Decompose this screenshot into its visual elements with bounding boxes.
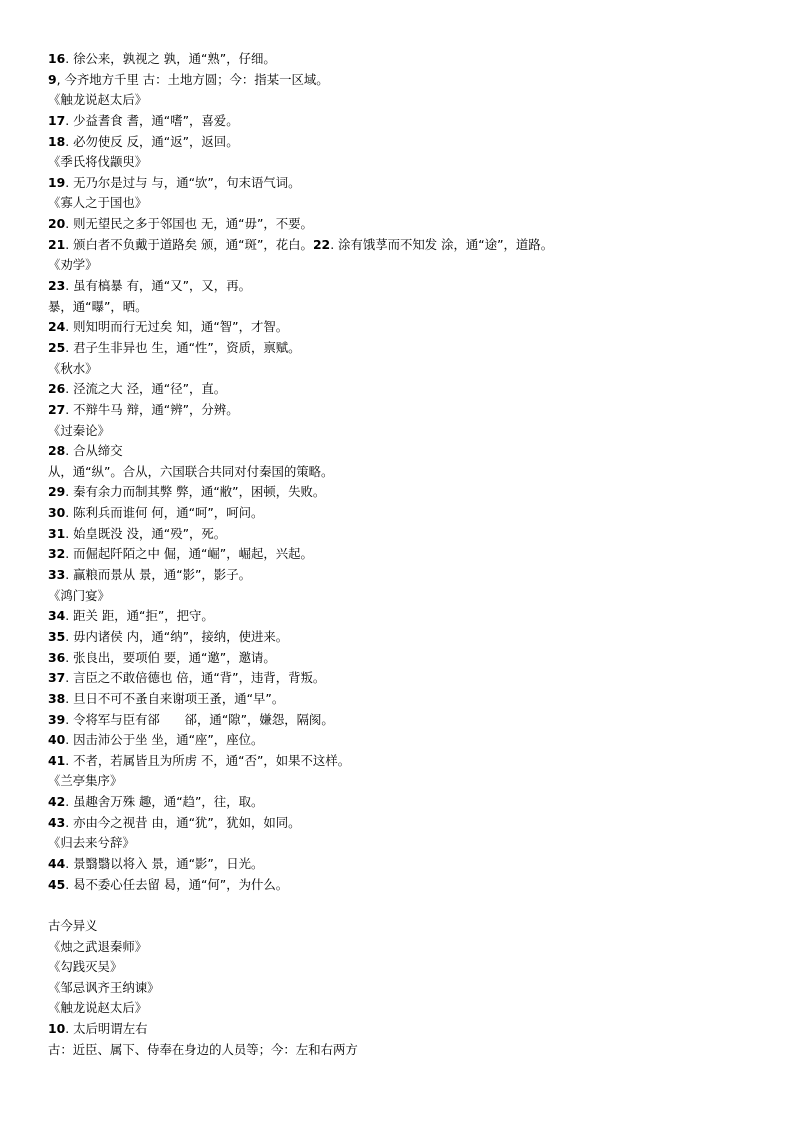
text-line bbox=[48, 49, 768, 70]
line-text: . 君子生非异也 生，通“性”，资质，禀赋。 bbox=[65, 339, 301, 355]
text-line bbox=[48, 70, 768, 91]
text-line bbox=[48, 771, 768, 792]
line-text: . 景翳翳以将入 景，通“影”，日光。 bbox=[65, 855, 264, 871]
line-text: . 因击沛公于坐 坐，通“座”，座位。 bbox=[65, 732, 264, 748]
line-text: . 则无望民之多于邻国也 无，通“毋”，不要。 bbox=[65, 216, 313, 232]
item-number: 29 bbox=[48, 484, 66, 500]
line-text: 《邹忌讽齐王纳谏》 bbox=[48, 979, 160, 995]
line-text: , 今齐地方千里 古：土地方圆；今：指某一区域。 bbox=[56, 71, 329, 87]
item-number: 9 bbox=[48, 71, 57, 87]
text-line bbox=[48, 668, 768, 689]
line-text: 古今异义 bbox=[48, 917, 98, 933]
item-number: 33 bbox=[48, 567, 66, 583]
text-line bbox=[48, 317, 768, 338]
line-text: . 少益耆食 耆，通“嗜”，喜爱。 bbox=[65, 112, 239, 128]
text-line bbox=[48, 730, 768, 751]
line-text: 《寡人之于国也》 bbox=[48, 195, 148, 211]
line-text: . 曷不委心任去留 曷，通“何”，为什么。 bbox=[65, 876, 289, 892]
item-number: 40 bbox=[48, 732, 66, 748]
line-text: . 无乃尔是过与 与，通“欤”，句末语气词。 bbox=[65, 174, 301, 190]
text-line bbox=[48, 978, 768, 999]
text-line bbox=[48, 462, 768, 483]
line-text: . 赢粮而景从 景，通“影”，影子。 bbox=[65, 567, 251, 583]
text-line bbox=[48, 132, 768, 153]
line-text: 从，通“纵”。合从，六国联合共同对付秦国的策略。 bbox=[48, 463, 334, 479]
line-text: . 秦有余力而制其弊 弊，通“敝”，困顿，失败。 bbox=[65, 484, 326, 500]
item-number: 41 bbox=[48, 752, 66, 768]
text-line bbox=[48, 813, 768, 834]
text-line bbox=[48, 90, 768, 111]
item-number: 38 bbox=[48, 690, 66, 706]
line-text: . 始皇既没 没，通“殁”，死。 bbox=[65, 525, 227, 541]
line-text: . 泾流之大 泾，通“径”，直。 bbox=[65, 381, 227, 397]
text-line bbox=[48, 937, 768, 958]
line-text: 《兰亭集序》 bbox=[48, 773, 123, 789]
item-number: 19 bbox=[48, 174, 66, 190]
line-text: 《烛之武退秦师》 bbox=[48, 938, 148, 954]
item-number: 24 bbox=[48, 319, 66, 335]
text-line bbox=[48, 359, 768, 380]
text-line bbox=[48, 648, 768, 669]
section-gap bbox=[48, 895, 768, 916]
line-text: . 陈利兵而谁何 何，通“呵”，呵问。 bbox=[65, 505, 264, 521]
text-line bbox=[48, 998, 768, 1019]
item-number: 18 bbox=[48, 133, 66, 149]
text-line bbox=[48, 833, 768, 854]
line-text: 《触龙说赵太后》 bbox=[48, 1000, 148, 1016]
text-line bbox=[48, 111, 768, 132]
item-number: 42 bbox=[48, 794, 66, 810]
line-text: . 则知明而行无过矣 知，通“智”，才智。 bbox=[65, 319, 289, 335]
item-number: 10 bbox=[48, 1021, 66, 1037]
text-line bbox=[48, 255, 768, 276]
text-line bbox=[48, 400, 768, 421]
line-text: 《归去来兮辞》 bbox=[48, 835, 135, 851]
line-text: . 合从缔交 bbox=[65, 443, 123, 459]
line-text: 《秋水》 bbox=[48, 360, 98, 376]
text-line bbox=[48, 1040, 768, 1061]
item-number: 37 bbox=[48, 670, 66, 686]
gujin-yiyi-section bbox=[48, 916, 768, 1060]
line-text: . 太后明谓左右 bbox=[65, 1021, 148, 1037]
item-number: 35 bbox=[48, 628, 66, 644]
text-line bbox=[48, 379, 768, 400]
item-number: 32 bbox=[48, 546, 66, 562]
line-text: 《勾践灭吴》 bbox=[48, 959, 123, 975]
item-number: 45 bbox=[48, 876, 66, 892]
text-line bbox=[48, 957, 768, 978]
line-text: . 距关 距，通“拒”，把守。 bbox=[65, 608, 214, 624]
line-text: . 毋内诸侯 内，通“纳”，接纳，使进来。 bbox=[65, 628, 289, 644]
text-line bbox=[48, 193, 768, 214]
line-text: . 涂有饿莩而不知发 涂，通“途”，道路。 bbox=[330, 236, 554, 252]
line-text: 《劝学》 bbox=[48, 257, 98, 273]
text-line bbox=[48, 627, 768, 648]
item-number: 27 bbox=[48, 401, 66, 417]
text-line bbox=[48, 441, 768, 462]
text-line bbox=[48, 1019, 768, 1040]
item-number: 20 bbox=[48, 216, 66, 232]
line-text: 《过秦论》 bbox=[48, 422, 110, 438]
text-line bbox=[48, 544, 768, 565]
item-number: 22 bbox=[312, 236, 331, 252]
text-line bbox=[48, 235, 768, 256]
text-line bbox=[48, 751, 768, 772]
item-number: 39 bbox=[48, 711, 66, 727]
line-text: . 言臣之不敢倍德也 倍，通“背”，违背，背叛。 bbox=[65, 670, 326, 686]
line-text: . 颁白者不负戴于道路矣 颁，通“斑”，花白。 bbox=[65, 236, 313, 252]
text-line bbox=[48, 524, 768, 545]
item-number: 17 bbox=[48, 112, 66, 128]
item-number: 43 bbox=[48, 814, 66, 830]
item-number: 30 bbox=[48, 505, 66, 521]
text-line bbox=[48, 792, 768, 813]
text-line bbox=[48, 586, 768, 607]
line-text: 《鸿门宴》 bbox=[48, 587, 110, 603]
item-number: 31 bbox=[48, 525, 66, 541]
item-number: 25 bbox=[48, 339, 66, 355]
line-text: . 不者，若属皆且为所虏 不，通“否”，如果不这样。 bbox=[65, 752, 351, 768]
line-text: . 虽趣舍万殊 趣，通“趋”，往，取。 bbox=[65, 794, 264, 810]
item-number: 28 bbox=[48, 443, 66, 459]
text-line bbox=[48, 565, 768, 586]
tongjiazi-section bbox=[48, 49, 768, 895]
line-text: . 必勿使反 反，通“返”，返回。 bbox=[65, 133, 239, 149]
text-line bbox=[48, 152, 768, 173]
text-line bbox=[48, 875, 768, 896]
item-number: 44 bbox=[48, 855, 66, 871]
line-text: 古：近臣、属下、侍奉在身边的人员等；今：左和右两方 bbox=[48, 1041, 358, 1057]
line-text: . 不辩牛马 辩，通“辨”，分辨。 bbox=[65, 401, 239, 417]
text-line bbox=[48, 606, 768, 627]
line-text: 暴，通“曝”，晒。 bbox=[48, 298, 148, 314]
line-text: . 虽有槁暴 有，通“又”，又，再。 bbox=[65, 278, 251, 294]
item-number: 21 bbox=[48, 236, 66, 252]
text-line bbox=[48, 482, 768, 503]
item-number: 36 bbox=[48, 649, 66, 665]
text-line bbox=[48, 710, 768, 731]
line-text: . 令将军与臣有郤 郤，通“隙”，嫌怨，隔阂。 bbox=[65, 711, 334, 727]
line-text: . 徐公来，孰视之 孰，通“熟”，仔细。 bbox=[65, 51, 276, 66]
item-number: 16 bbox=[48, 51, 66, 66]
text-line bbox=[48, 173, 768, 194]
text-line bbox=[48, 916, 768, 937]
line-text: . 张良出，要项伯 要，通“邀”，邀请。 bbox=[65, 649, 276, 665]
line-text: . 旦日不可不蚤自来谢项王蚤，通“早”。 bbox=[65, 690, 285, 706]
item-number: 34 bbox=[48, 608, 66, 624]
line-text: 《季氏将伐颛臾》 bbox=[48, 154, 148, 170]
line-text: . 而倔起阡陌之中 倔，通“崛”，崛起，兴起。 bbox=[65, 546, 313, 562]
item-number: 23 bbox=[48, 278, 66, 294]
text-line bbox=[48, 338, 768, 359]
text-line bbox=[48, 689, 768, 710]
text-line bbox=[48, 421, 768, 442]
text-line bbox=[48, 854, 768, 875]
item-number: 26 bbox=[48, 381, 66, 397]
document-page bbox=[48, 49, 768, 1060]
text-line bbox=[48, 276, 768, 297]
text-line bbox=[48, 214, 768, 235]
text-line bbox=[48, 503, 768, 524]
text-line bbox=[48, 297, 768, 318]
line-text: . 亦由今之视昔 由，通“犹”，犹如，如同。 bbox=[65, 814, 301, 830]
line-text: 《触龙说赵太后》 bbox=[48, 92, 148, 108]
